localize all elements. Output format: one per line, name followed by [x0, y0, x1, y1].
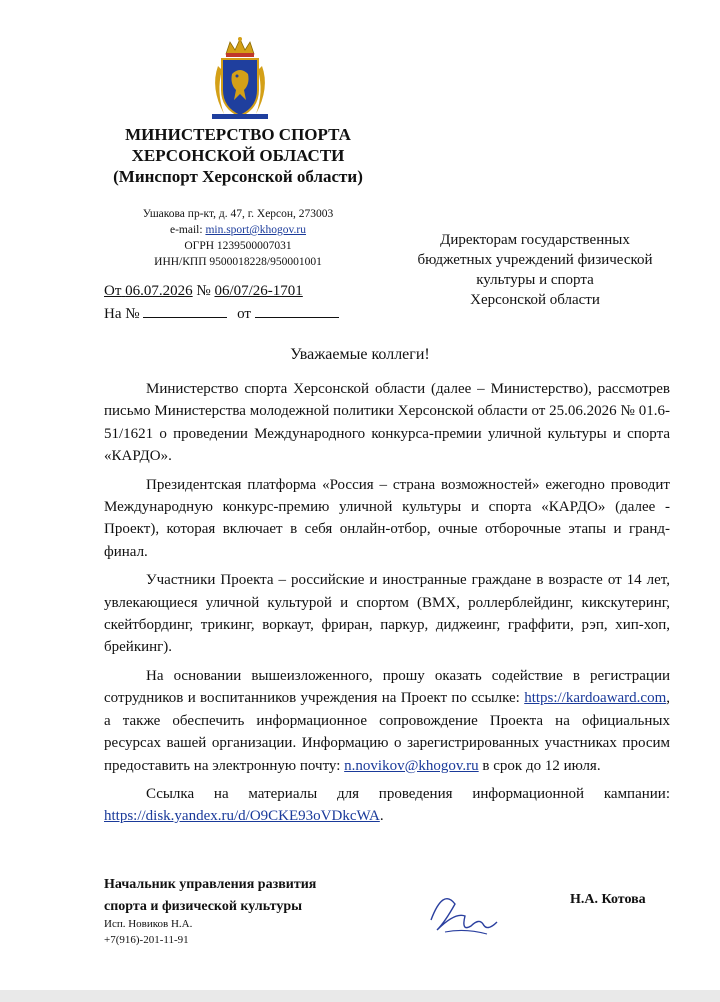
- ministry-short-name: (Минспорт Херсонской области): [113, 167, 363, 186]
- email-link[interactable]: min.sport@khogov.ru: [205, 224, 307, 236]
- recipient-line2: бюджетных учреждений физической: [417, 252, 653, 268]
- recipient-line3: культуры и спорта: [476, 272, 594, 288]
- paragraph-4: На основании вышеизложенного, прошу оказать содействие в регистрации сотрудников и воспитанников учреждения на Проект по ссылке: https://kardoaward.com, а также обеспечить информационное сопровождение Проекта на официальных ресурсах вашей организации. Информацию о зарегистрированных участниках просим предоставить на электронную почту: n.novikov@khogov.ru в срок до 12 июля.: [104, 667, 670, 774]
- paragraph-1: Министерство спорта Херсонской области (далее – Министерство), рассмотрев письмо Министерства молодежной политики Херсонской области от 25.06.2026 № 01.6-51/1621 о проведении Международного конкурса-премии уличной культуры и спорта «КАРДО».: [104, 381, 670, 465]
- position-line1: Начальник управления развития: [104, 877, 317, 892]
- ogrn: ОГРН 1239500007031: [184, 240, 292, 252]
- ministry-contacts: [88, 206, 388, 270]
- on-from-label: от: [237, 306, 251, 322]
- recipient-line1: Директорам государственных: [440, 232, 630, 248]
- paragraph-5: Ссылка на материалы для проведения информационной кампании: https://disk.yandex.ru/d/O9CKE93oVDkcWA.: [104, 785, 670, 825]
- letter-body: [104, 378, 670, 834]
- signatory-name: Н.А. Котова: [570, 892, 646, 907]
- page-bottom-edge: [0, 990, 720, 1002]
- ministry-title-line2: ХЕРСОНСКОЙ ОБЛАСТИ: [131, 146, 345, 165]
- email-line: [88, 222, 388, 238]
- on-number-blank: [143, 303, 227, 318]
- registration-number: 06/07/26-1701: [214, 283, 303, 299]
- kardo-link[interactable]: https://kardoaward.com: [524, 690, 667, 707]
- number-label: №: [196, 283, 211, 299]
- executor-name: Исп. Новиков Н.А.: [104, 918, 193, 930]
- email-label: e-mail:: [169, 224, 203, 236]
- ministry-title-line1: МИНИСТЕРСТВО СПОРТА: [125, 125, 351, 144]
- coat-of-arms-icon: [206, 36, 274, 122]
- handwritten-signature: [425, 882, 505, 942]
- recipient-block: [395, 230, 675, 310]
- executor-phone: +7(916)-201-11-91: [104, 934, 189, 946]
- executor-info: [104, 916, 192, 948]
- recipient-line4: Херсонской области: [470, 292, 600, 308]
- address: Ушакова пр-кт, д. 47, г. Херсон, 273003: [142, 208, 334, 220]
- materials-link[interactable]: https://disk.yandex.ru/d/O9CKE93oVDkcWA: [104, 808, 380, 825]
- paragraph-2: Президентская платформа «Россия – страна возможностей» ежегодно проводит Международную конкурс-премию уличной культуры и спорта «КАРДО» (далее - Проект), которая включает в себя онлайн-отбор, очные отборочные этапы и гранд-финал.: [104, 476, 670, 560]
- outgoing-registration: [104, 282, 303, 300]
- signatory-position: [104, 874, 316, 918]
- on-number-label: На №: [104, 306, 140, 322]
- contact-email-link[interactable]: n.novikov@khogov.ru: [344, 757, 479, 774]
- registration-date: От 06.07.2026: [104, 283, 193, 299]
- incoming-registration: [104, 303, 339, 323]
- inn-kpp: ИНН/КПП 9500018228/950001001: [154, 256, 322, 268]
- paragraph-3: Участники Проекта – российские и иностранные граждане в возрасте от 14 лет, увлекающиеся уличной культурой и спортом (BMX, роллерблейдинг, кикскутеринг, скейтбординг, трикинг, воркаут, фриран, паркур, диджеинг, граффити, рэп, хип-хоп, брейкинг).: [104, 572, 670, 656]
- position-line2: спорта и физической культуры: [104, 899, 303, 914]
- greeting: Уважаемые коллеги!: [290, 346, 430, 363]
- on-date-blank: [255, 303, 339, 318]
- ministry-header: [88, 124, 388, 187]
